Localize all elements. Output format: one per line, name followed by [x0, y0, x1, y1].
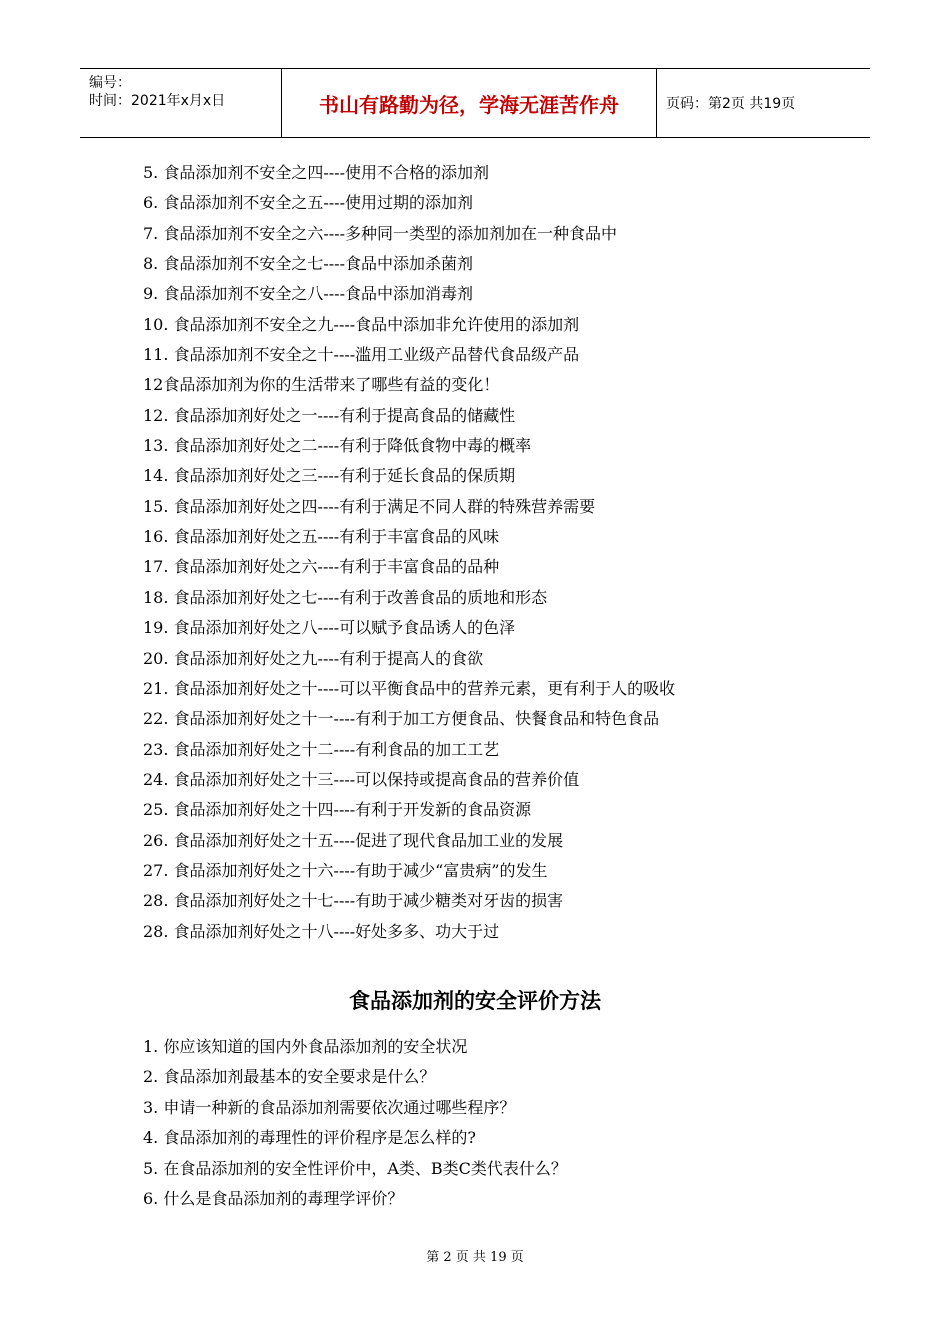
list-item: 10. 食品添加剂不安全之九----食品中添加非允许使用的添加剂	[143, 314, 580, 334]
list-item: 28. 食品添加剂好处之十七----有助于减少糖类对牙齿的损害	[143, 891, 564, 911]
list-item: 21. 食品添加剂好处之十----可以平衡食品中的营养元素，更有利于人的吸收	[143, 678, 676, 698]
number-label: 编号：	[89, 75, 131, 91]
list-item: 19. 食品添加剂好处之八----可以赋予食品诱人的色泽	[143, 618, 516, 638]
list-item: 11. 食品添加剂不安全之十----滥用工业级产品替代食品级产品	[143, 345, 580, 365]
list-item: 6. 什么是食品添加剂的毒理学评价？	[143, 1188, 404, 1208]
page-footer: 第 2 页 共 19 页	[426, 1250, 524, 1265]
list-item: 26. 食品添加剂好处之十五----促进了现代食品加工业的发展	[143, 830, 564, 850]
list-item: 4. 食品添加剂的毒理性的评价程序是怎么样的?	[143, 1128, 476, 1148]
time-label: 时间：2021年x月x日	[89, 93, 226, 109]
list-item: 12食品添加剂为你的生活带来了哪些有益的变化！	[143, 375, 500, 395]
header-meta	[80, 69, 282, 137]
list-item: 7. 食品添加剂不安全之六----多种同一类型的添加剂加在一种食品中	[143, 223, 617, 243]
list-item: 2. 食品添加剂最基本的安全要求是什么？	[143, 1067, 436, 1087]
additive-list	[143, 158, 843, 947]
page-header	[80, 68, 870, 138]
list-item: 24. 食品添加剂好处之十三----可以保持或提高食品的营养价值	[143, 769, 580, 789]
list-item: 15. 食品添加剂好处之四----有利于满足不同人群的特殊营养需要	[143, 496, 596, 516]
header-motto: 书山有路勤为径，学海无涯苦作舟	[282, 69, 657, 137]
list-item: 3. 申请一种新的食品添加剂需要依次通过哪些程序？	[143, 1097, 516, 1117]
header-page-label: 页码：第2页 共19页	[666, 96, 796, 112]
list-item: 16. 食品添加剂好处之五----有利于丰富食品的风味	[143, 527, 500, 547]
list-item: 27. 食品添加剂好处之十六----有助于减少“富贵病”的发生	[143, 860, 548, 880]
list-item: 28. 食品添加剂好处之十八----好处多多、功大于过	[143, 921, 500, 941]
list-item: 12. 食品添加剂好处之一----有利于提高食品的储藏性	[143, 405, 516, 425]
list-item: 5. 食品添加剂不安全之四----使用不合格的添加剂	[143, 163, 489, 182]
list-item: 17. 食品添加剂好处之六----有利于丰富食品的品种	[143, 557, 500, 577]
list-item: 14. 食品添加剂好处之三----有利于延长食品的保质期	[143, 466, 516, 486]
list-item: 1. 你应该知道的国内外食品添加剂的安全状况	[143, 1037, 468, 1056]
list-item: 18. 食品添加剂好处之七----有利于改善食品的质地和形态	[143, 587, 548, 607]
list-item: 8. 食品添加剂不安全之七----食品中添加杀菌剂	[143, 254, 473, 274]
list-item: 9. 食品添加剂不安全之八----食品中添加消毒剂	[143, 284, 473, 304]
list-item: 20. 食品添加剂好处之九----有利于提高人的食欲	[143, 648, 484, 668]
list-item: 6. 食品添加剂不安全之五----使用过期的添加剂	[143, 193, 473, 213]
list-item: 5. 在食品添加剂的安全性评价中，A类、B类C类代表什么？	[143, 1158, 567, 1178]
list-item: 23. 食品添加剂好处之十二----有利食品的加工工艺	[143, 739, 500, 759]
list-item: 22. 食品添加剂好处之十一----有利于加工方便食品、快餐食品和特色食品	[143, 709, 660, 729]
section-title: 食品添加剂的安全评价方法	[349, 989, 601, 1013]
list-item: 25. 食品添加剂好处之十四----有利于开发新的食品资源	[143, 800, 532, 820]
list-item: 13. 食品添加剂好处之二----有利于降低食物中毒的概率	[143, 436, 532, 456]
safety-evaluation-list	[143, 1032, 843, 1214]
